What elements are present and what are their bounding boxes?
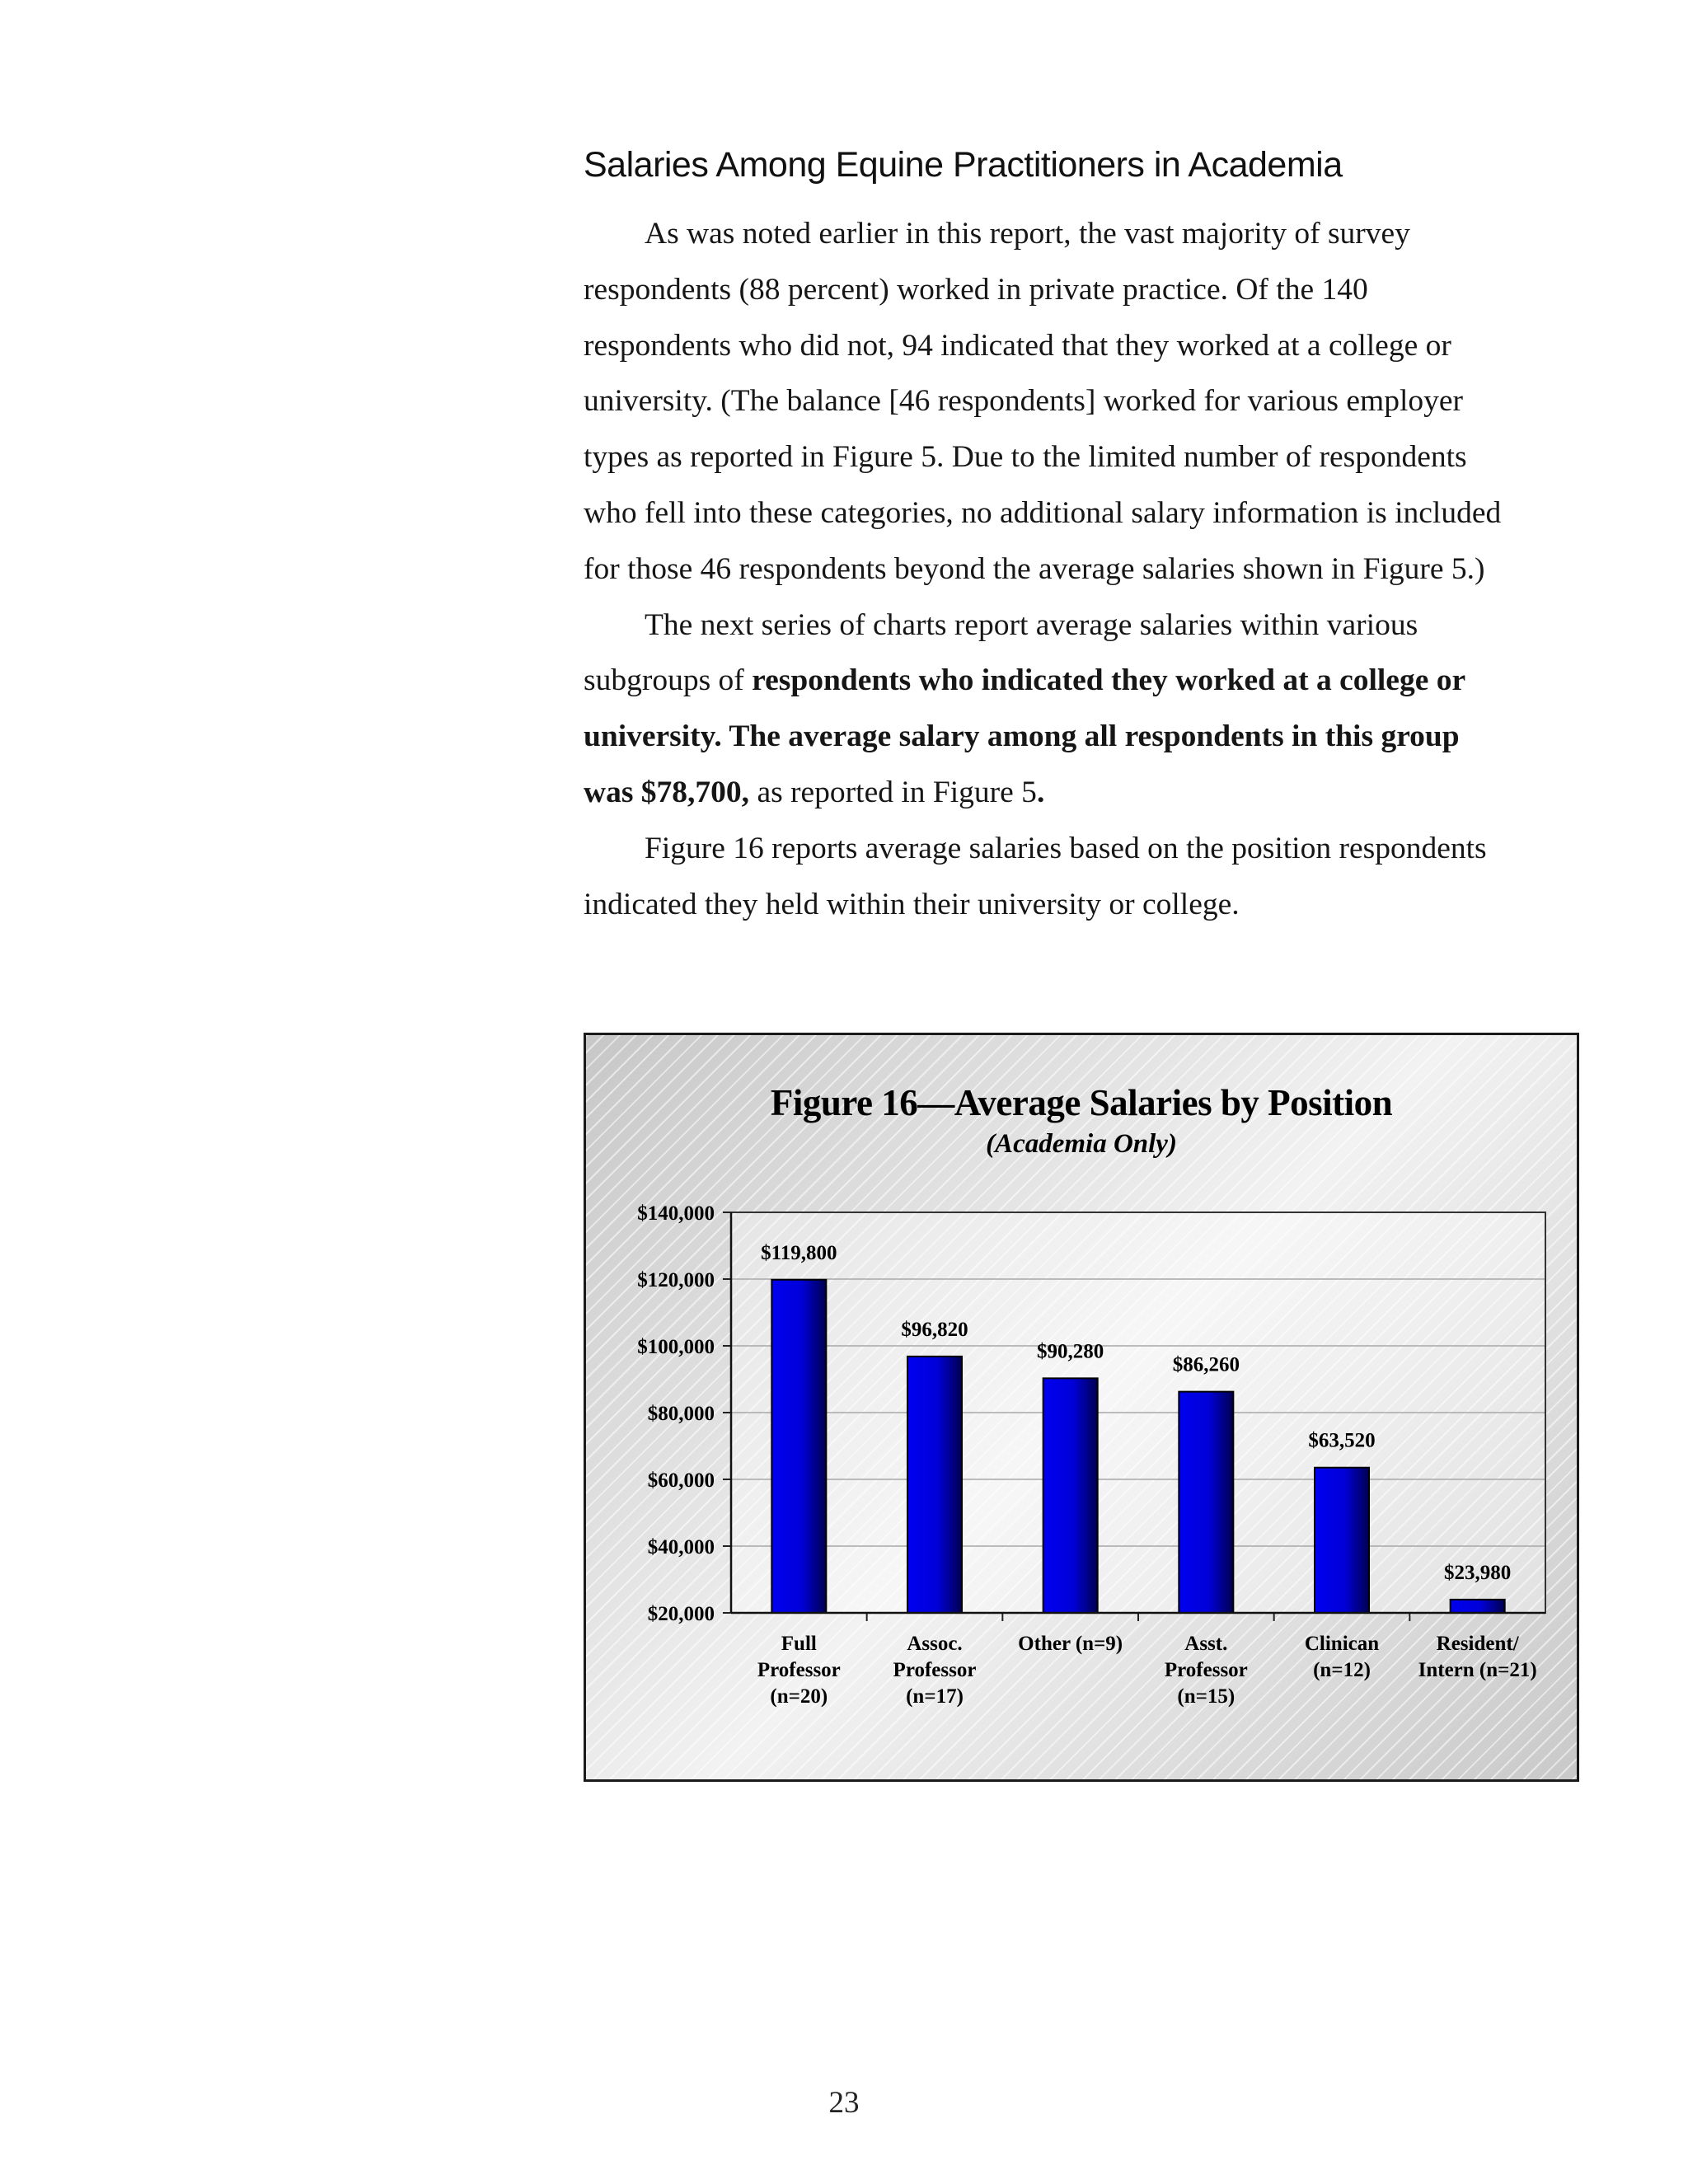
figure-16-chart xyxy=(584,1033,1579,1782)
chart-subtitle: (Academia Only) xyxy=(986,1129,1177,1159)
bar-chart-svg xyxy=(586,1035,1577,1779)
data-label: $96,820 xyxy=(901,1318,968,1341)
bar xyxy=(1451,1600,1505,1613)
y-tick-label: $20,000 xyxy=(647,1603,715,1625)
body-text xyxy=(584,206,1515,932)
paragraph-text: As was noted earlier in this report, the vast majority of survey respondents (88 percent) worked in private practice. Of the 140 respondents who did not, 94 indicated that they worked at a college or university. (The balance [46 respondents] worked for various employer types as reported in Figure 5. Due to the limited number of respondents who fell into these categories, no additional salary information is included for those 46 respondents beyond the average salaries shown in Figure 5.) xyxy=(584,217,1502,586)
x-tick-label: Intern (n=21) xyxy=(1418,1659,1537,1681)
x-tick-label: (n=12) xyxy=(1313,1659,1371,1681)
y-tick-label: $60,000 xyxy=(647,1469,715,1492)
data-label: $63,520 xyxy=(1308,1429,1376,1452)
chart-title: Figure 16—Average Salaries by Position xyxy=(770,1082,1393,1123)
y-tick-label: $120,000 xyxy=(637,1269,715,1291)
x-tick-label: (n=20) xyxy=(770,1685,828,1708)
x-tick-label: Other (n=9) xyxy=(1018,1633,1123,1655)
y-tick-label: $80,000 xyxy=(647,1403,715,1425)
paragraph-3 xyxy=(584,821,1515,933)
data-label: $119,800 xyxy=(761,1241,837,1264)
data-label: $90,280 xyxy=(1037,1340,1104,1363)
bar xyxy=(907,1357,962,1613)
bar xyxy=(1043,1378,1098,1613)
paragraph-text: Figure 16 reports average salaries based on the position respondents indicated they held within their university or college. xyxy=(584,831,1487,921)
bar xyxy=(771,1280,826,1613)
x-tick-label: (n=17) xyxy=(906,1685,964,1708)
paragraph-1 xyxy=(584,206,1515,598)
y-tick-label: $140,000 xyxy=(637,1202,715,1225)
x-tick-label: Professor xyxy=(893,1659,977,1681)
data-label: $23,980 xyxy=(1444,1561,1512,1584)
y-tick-label: $40,000 xyxy=(647,1536,715,1558)
paragraph-text: The next series of charts report average salaries within various subgroups of xyxy=(584,607,1418,698)
page-number: 23 xyxy=(828,2086,860,2120)
x-tick-label: Professor xyxy=(757,1659,841,1681)
bar xyxy=(1179,1392,1233,1613)
x-tick-label: Professor xyxy=(1164,1659,1248,1681)
x-tick-label: Asst. xyxy=(1184,1633,1228,1655)
bold-text: respondents who indicated they worked at a college or university. The average salary among all respondents in this group was $78,700, xyxy=(584,663,1465,809)
x-tick-label: Full xyxy=(781,1633,817,1655)
paragraph-text: as reported in Figure 5 xyxy=(749,775,1037,809)
section-heading: Salaries Among Equine Practitioners in Academia xyxy=(584,145,1343,185)
x-tick-label: Resident/ xyxy=(1436,1633,1519,1655)
x-tick-label: Clinican xyxy=(1304,1633,1380,1655)
x-tick-label: Assoc. xyxy=(907,1633,963,1655)
paragraph-2 xyxy=(584,598,1515,821)
bar xyxy=(1315,1468,1369,1613)
bold-text: . xyxy=(1036,775,1045,809)
data-label: $86,260 xyxy=(1172,1353,1240,1376)
x-tick-label: (n=15) xyxy=(1177,1685,1236,1708)
y-tick-label: $100,000 xyxy=(637,1336,715,1358)
